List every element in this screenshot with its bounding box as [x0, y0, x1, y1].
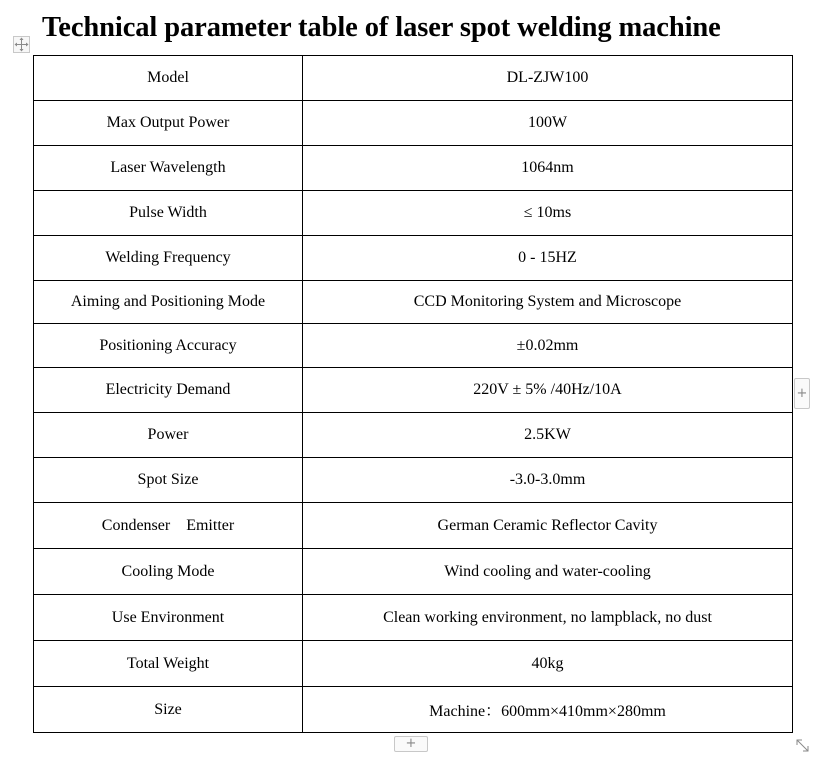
table-row [34, 191, 793, 236]
parameter-cell[interactable]: Size [34, 687, 303, 733]
parameter-cell[interactable]: Aiming and Positioning Mode [34, 281, 303, 324]
value-cell[interactable]: German Ceramic Reflector Cavity [303, 503, 793, 549]
value-cell[interactable]: -3.0-3.0mm [303, 458, 793, 503]
value-cell[interactable]: 1064nm [303, 146, 793, 191]
table-row [34, 458, 793, 503]
table-row [34, 595, 793, 641]
value-cell[interactable]: Clean working environment, no lampblack, no dust [303, 595, 793, 641]
parameter-cell[interactable]: Cooling Mode [34, 549, 303, 595]
value-cell[interactable]: ≤ 10ms [303, 191, 793, 236]
parameter-cell[interactable]: Model [34, 56, 303, 101]
parameter-cell[interactable]: Pulse Width [34, 191, 303, 236]
table-row [34, 101, 793, 146]
value-cell[interactable]: Machine：600mm×410mm×280mm [303, 687, 793, 733]
table-row [34, 368, 793, 413]
table-row [34, 503, 793, 549]
value-cell[interactable]: ±0.02mm [303, 324, 793, 368]
parameter-cell[interactable]: Power [34, 413, 303, 458]
table-row [34, 281, 793, 324]
value-cell[interactable]: 2.5KW [303, 413, 793, 458]
parameter-cell[interactable]: Electricity Demand [34, 368, 303, 413]
add-column-button[interactable]: + [794, 378, 810, 409]
table-row [34, 324, 793, 368]
value-cell[interactable]: Wind cooling and water-cooling [303, 549, 793, 595]
resize-icon [794, 737, 811, 754]
parameter-cell[interactable]: Laser Wavelength [34, 146, 303, 191]
value-cell[interactable]: DL-ZJW100 [303, 56, 793, 101]
value-cell[interactable]: CCD Monitoring System and Microscope [303, 281, 793, 324]
table-row [34, 146, 793, 191]
table-row [34, 413, 793, 458]
table-row [34, 236, 793, 281]
value-cell[interactable]: 40kg [303, 641, 793, 687]
parameter-cell[interactable]: Max Output Power [34, 101, 303, 146]
table-move-handle[interactable] [13, 36, 30, 53]
table-row [34, 549, 793, 595]
spec-table [33, 55, 793, 733]
parameter-cell[interactable]: Total Weight [34, 641, 303, 687]
document-title: Technical parameter table of laser spot welding machine [42, 12, 721, 43]
value-cell[interactable]: 220V ± 5% /40Hz/10A [303, 368, 793, 413]
table-row [34, 56, 793, 101]
value-cell[interactable]: 100W [303, 101, 793, 146]
table-resize-handle[interactable] [794, 737, 811, 754]
table-row [34, 687, 793, 733]
parameter-cell[interactable]: Condenser Emitter [34, 503, 303, 549]
move-icon [14, 37, 29, 52]
parameter-cell[interactable]: Positioning Accuracy [34, 324, 303, 368]
add-row-button[interactable]: + [394, 736, 428, 752]
value-cell[interactable]: 0 - 15HZ [303, 236, 793, 281]
parameter-cell[interactable]: Welding Frequency [34, 236, 303, 281]
parameter-cell[interactable]: Use Environment [34, 595, 303, 641]
table-row [34, 641, 793, 687]
parameter-cell[interactable]: Spot Size [34, 458, 303, 503]
